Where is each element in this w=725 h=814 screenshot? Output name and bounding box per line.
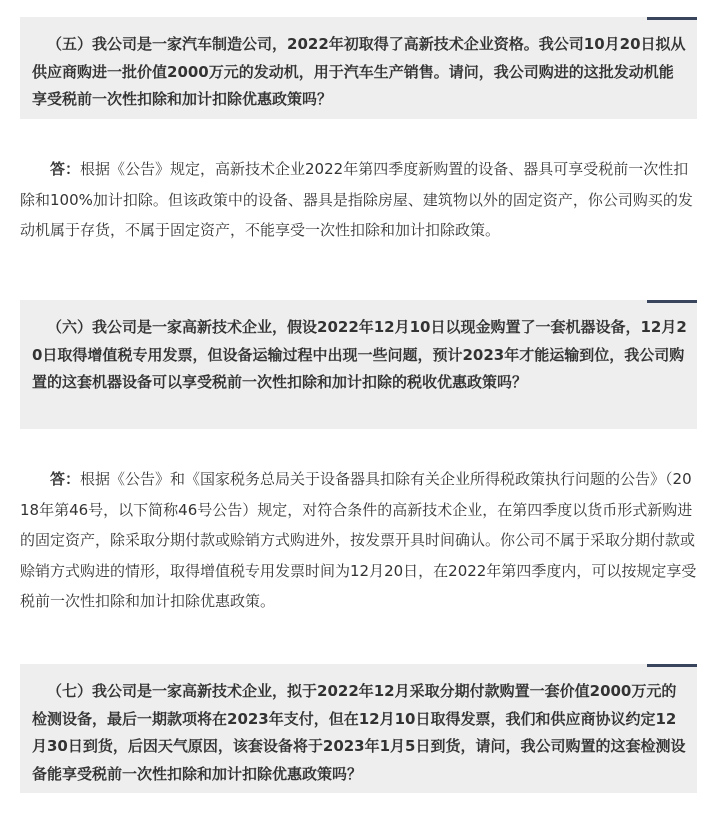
answer-text-6: 根据《公告》和《国家税务总局关于设备器具扣除有关企业所得税政策执行问题的公告》（2018年第46号，以下简称46号公告）规定，对符合条件的高新技术企业，在第四季度以货币形式新购进的固定资产，除采取分期付款或赊销方式购进外，按发票开具时间确认。你公司不属于采取分期付款或赊销方式购进的情形，取得增值税专用发票时间为12月20日，在2022年第四季度内，可以按规定享受税前一次性扣除和加计扣除优惠政策。 bbox=[20, 470, 697, 610]
question-text-6: （六）我公司是一家高新技术企业，假设2022年12月10日以现金购置了一套机器设备，12月20日取得增值税专用发票，但设备运输过程中出现一些问题，预计2023年才能运输到位，我公司购置的这套机器设备可以享受税前一次性扣除和加计扣除的税收优惠政策吗？ bbox=[32, 318, 687, 391]
question-text-7: （七）我公司是一家高新技术企业，拟于2022年12月采取分期付款购置一套价值2000万元的检测设备，最后一期款项将在2023年支付，但在12月10日取得发票，我们和供应商协议约定12月30日到货，后因天气原因，该套设备将于2023年1月5日到货，请问，我公司购置的这套检测设备能享受税前一次性扣除和加计扣除优惠政策吗？ bbox=[32, 682, 686, 783]
accent-bar bbox=[647, 300, 697, 303]
question-box-5 bbox=[20, 17, 697, 119]
accent-bar bbox=[647, 664, 697, 667]
question-box-6 bbox=[20, 300, 697, 429]
question-box-7 bbox=[20, 664, 697, 793]
accent-bar bbox=[647, 17, 697, 20]
answer-lead-6: 答： bbox=[50, 470, 81, 488]
answer-lead-5: 答： bbox=[50, 160, 81, 178]
answer-paragraph-5 bbox=[20, 154, 697, 246]
question-text-5: （五）我公司是一家汽车制造公司，2022年初取得了高新技术企业资格。我公司10月20日拟从供应商购进一批价值2000万元的发动机，用于汽车生产销售。请问，我公司购进的这批发动机能享受税前一次性扣除和加计扣除优惠政策吗？ bbox=[32, 35, 686, 108]
answer-text-5: 根据《公告》规定，高新技术企业2022年第四季度新购置的设备、器具可享受税前一次性扣除和100%加计扣除。但该政策中的设备、器具是指除房屋、建筑物以外的固定资产，你公司购买的发动机属于存货，不属于固定资产，不能享受一次性扣除和加计扣除政策。 bbox=[20, 160, 693, 239]
answer-paragraph-6 bbox=[20, 464, 697, 617]
